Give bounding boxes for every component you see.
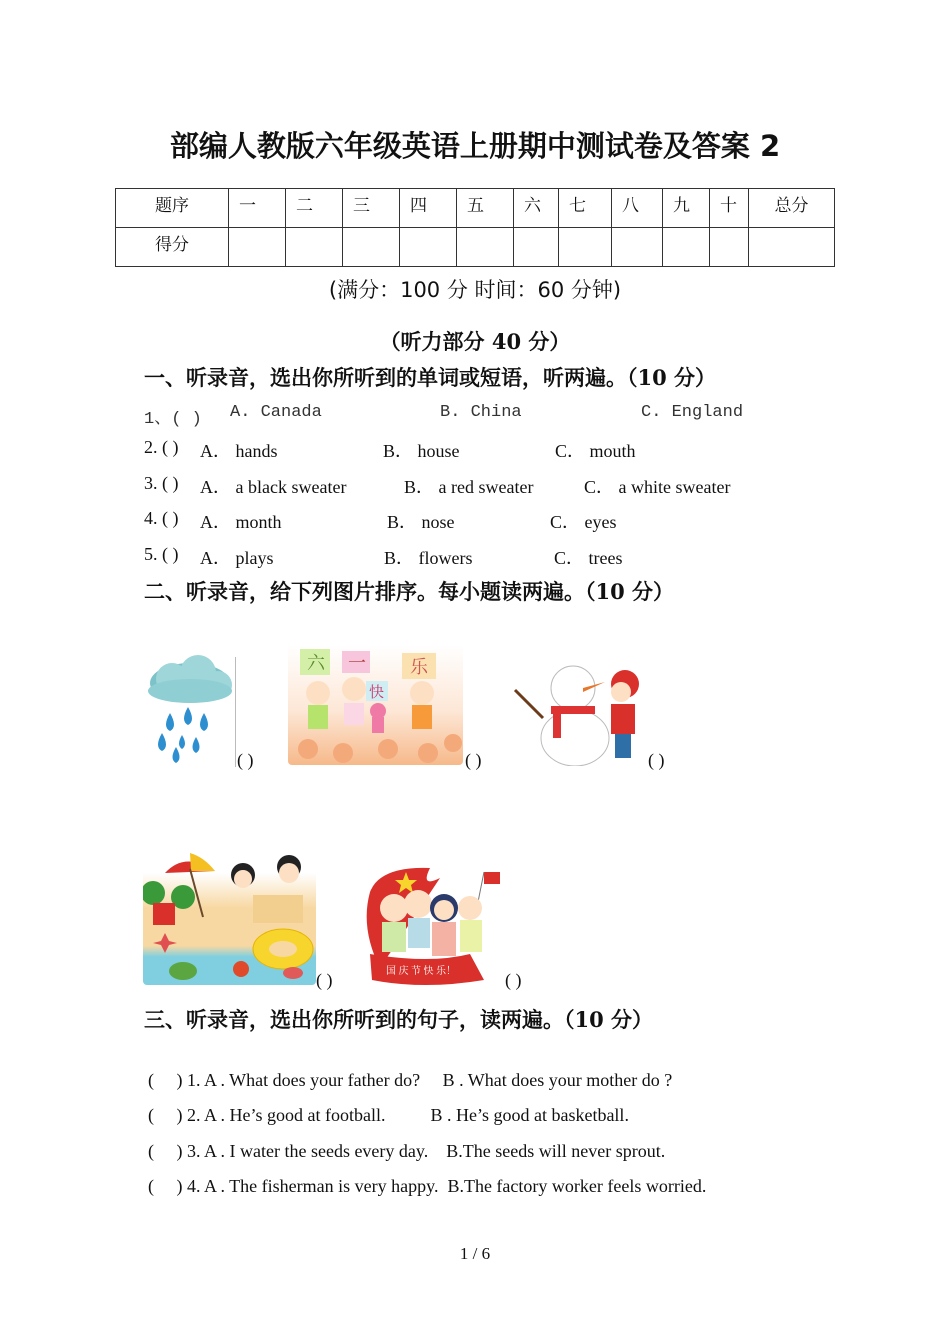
childrens-day-picture [288, 645, 463, 765]
national-day-picture [366, 862, 504, 986]
section3-heading: 三、听录音，选出你所听到的句子，读两遍。（10 分） [144, 1007, 654, 1032]
q3-number: 3. ( ) [144, 473, 179, 493]
q2-option-a: A． hands [200, 441, 278, 461]
picture-5-answer-blank[interactable]: ( ) [505, 970, 522, 990]
svg-text:一: 一 [348, 653, 366, 673]
q4-option-a: A． month [200, 512, 282, 532]
picture-4-answer-blank[interactable]: ( ) [316, 970, 333, 990]
score-input[interactable] [559, 228, 612, 267]
q4-option-c: C． eyes [550, 512, 617, 532]
section1-heading: 一、听录音，选出你所听到的单词或短语，听两遍。（10 分） [144, 365, 717, 390]
picture-2-answer-blank[interactable]: ( ) [465, 750, 482, 770]
q2-option-c: C． mouth [555, 441, 636, 461]
banner-text: 国 庆 节 快 乐！ [386, 966, 456, 977]
cell-q7: 七 [559, 189, 612, 228]
cell-q6: 六 [514, 189, 559, 228]
s3-question-1: ( ) 1. A . What does your father do? B . What does your mother do ? [148, 1070, 673, 1090]
cell-score-label: 得分 [116, 228, 229, 267]
q4-option-b: B． nose [387, 512, 455, 532]
svg-text:乐: 乐 [410, 657, 428, 677]
section2-heading: 二、听录音，给下列图片排序。每小题读两遍。（10 分） [144, 579, 675, 604]
children-holding-signs-icon [288, 645, 463, 765]
s3-question-2: ( ) 2. A . He’s good at football. B . He’s good at basketball. [148, 1105, 629, 1125]
q3-option-b: B． a red sweater [404, 477, 534, 497]
score-table [115, 188, 835, 267]
score-table-score-row [116, 228, 835, 267]
score-total-input[interactable] [749, 228, 835, 267]
document-title: 部编人教版六年级英语上册期中测试卷及答案 2 [169, 129, 781, 163]
beach-scene-icon [143, 845, 316, 985]
snowman-picture [513, 660, 648, 766]
cell-q10: 十 [710, 189, 749, 228]
national-day-children-icon [366, 862, 504, 986]
q1-option-a: A. Canada [230, 403, 322, 422]
q5-number: 5. ( ) [144, 544, 179, 564]
cell-q1: 一 [229, 189, 286, 228]
q5-option-c: C． trees [554, 548, 623, 568]
score-input[interactable] [343, 228, 400, 267]
exam-info: (满分：100 分 时间：60 分钟) [328, 278, 622, 302]
score-table-header-row [116, 189, 835, 228]
q4-number: 4. ( ) [144, 508, 179, 528]
cell-q4: 四 [400, 189, 457, 228]
score-input[interactable] [400, 228, 457, 267]
q5-option-b: B． flowers [384, 548, 473, 568]
svg-text:快: 快 [369, 685, 385, 701]
picture-3-answer-blank[interactable]: ( ) [648, 750, 665, 770]
cell-q2: 二 [286, 189, 343, 228]
score-input[interactable] [457, 228, 514, 267]
image-border [235, 657, 236, 767]
cell-q3: 三 [343, 189, 400, 228]
page-number: 1 / 6 [459, 1244, 491, 1263]
score-input[interactable] [663, 228, 710, 267]
score-input[interactable] [710, 228, 749, 267]
cell-label: 题序 [116, 189, 229, 228]
rain-cloud-picture [142, 655, 236, 767]
q2-option-b: B． house [383, 441, 460, 461]
q1-option-b: B. China [440, 403, 522, 422]
s3-question-4: ( ) 4. A . The fisherman is very happy. B.The factory worker feels worried. [148, 1176, 707, 1196]
score-input[interactable] [286, 228, 343, 267]
score-input[interactable] [514, 228, 559, 267]
picture-1-answer-blank[interactable]: ( ) [237, 750, 254, 770]
s3-question-3: ( ) 3. A . I water the seeds every day. B.The seeds will never sprout. [148, 1141, 666, 1161]
snowman-and-boy-icon [513, 660, 648, 766]
q3-option-c: C． a white sweater [584, 477, 731, 497]
beach-picture [143, 845, 316, 985]
cell-q8: 八 [612, 189, 663, 228]
q2-number: 2. ( ) [144, 437, 179, 457]
score-input[interactable] [229, 228, 286, 267]
cell-q9: 九 [663, 189, 710, 228]
q1-number: 1、( ) [144, 410, 202, 429]
q3-option-a: A． a black sweater [200, 477, 347, 497]
listening-header: （听力部分 40 分） [379, 329, 571, 354]
q5-option-a: A． plays [200, 548, 274, 568]
cell-total: 总分 [749, 189, 835, 228]
svg-text:六: 六 [307, 653, 325, 673]
score-input[interactable] [612, 228, 663, 267]
q1-option-c: C. England [641, 403, 744, 422]
cell-q5: 五 [457, 189, 514, 228]
rain-cloud-icon [142, 655, 236, 767]
